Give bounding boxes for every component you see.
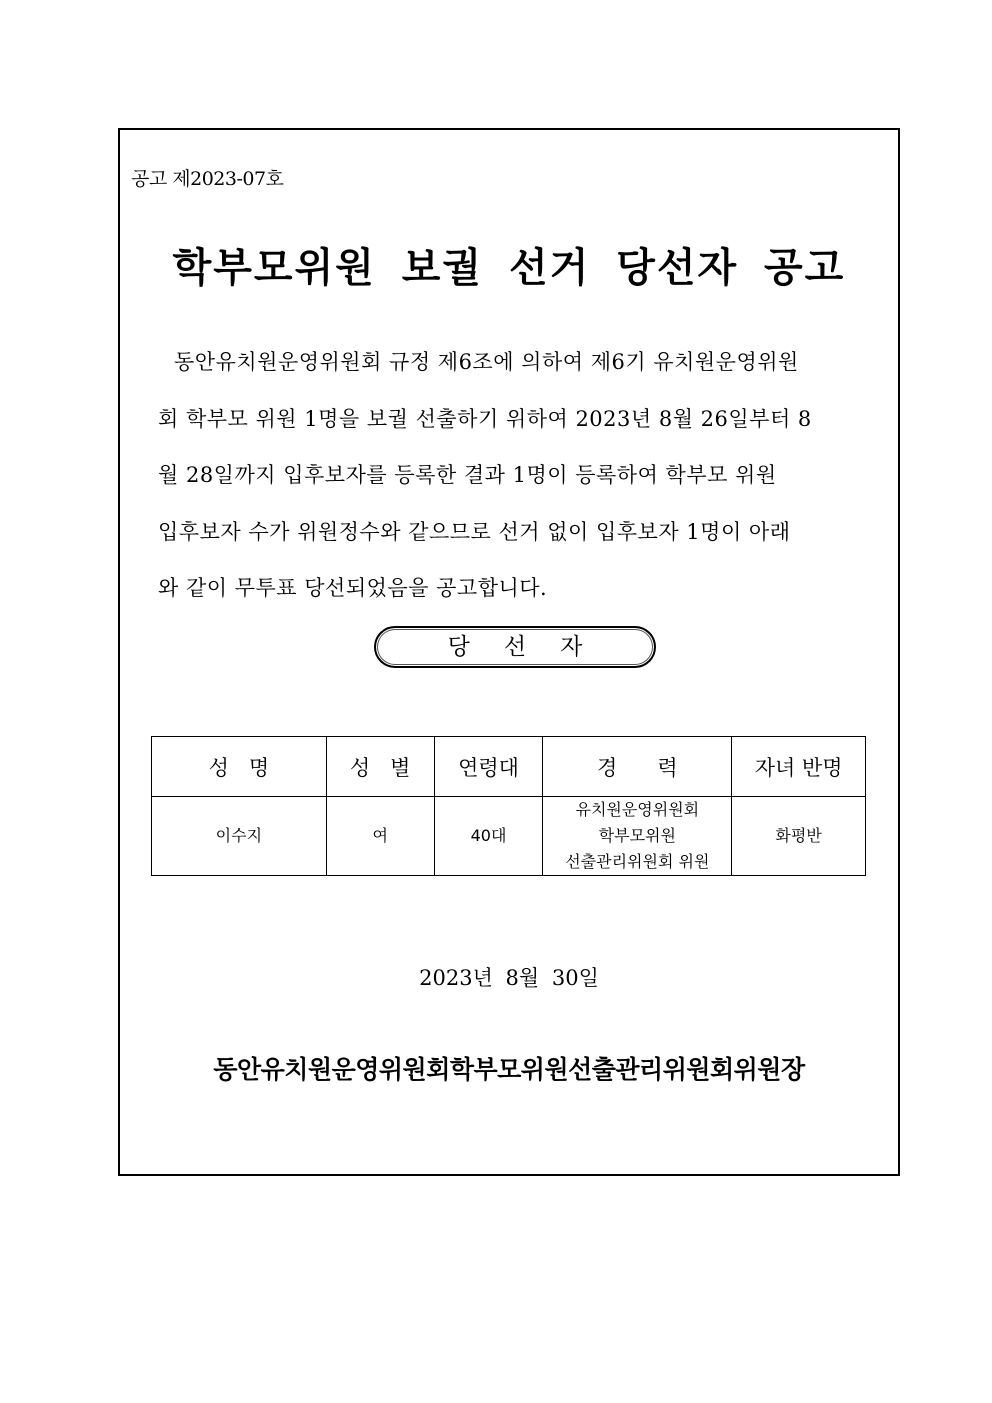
- body-line: 동안유치원운영위원회 규정 제6조에 의하여 제6기 유치원운영위원: [174, 350, 799, 374]
- notice-number: 공고 제2023-07호: [131, 168, 284, 190]
- career-line: 선출관리위원회 위원: [565, 852, 710, 871]
- table-row: [152, 797, 866, 876]
- cell-name: 이수지: [152, 797, 327, 876]
- document-title: 학부모위원 보궐 선거 당선자 공고: [172, 244, 846, 291]
- header-name: 성명: [152, 737, 327, 797]
- header-age-group: 연령대: [434, 737, 543, 797]
- header-child-class: 자녀 반명: [732, 737, 866, 797]
- notice-body: [158, 334, 874, 617]
- body-line: 회 학부모 위원 1명을 보궐 선출하기 위하여 2023년 8월 26일부터 8: [158, 406, 812, 431]
- table-header-row: [152, 737, 866, 797]
- winner-table: [151, 736, 866, 876]
- announcement-date: 2023년 8월 30일: [419, 966, 599, 990]
- header-gender: 성별: [326, 737, 434, 797]
- body-line: 월 28일까지 입후보자를 등록한 결과 1명이 등록하여 학부모 위원: [158, 463, 777, 487]
- signature: 동안유치원운영위원회학부모위원선출관리위원회위원장: [213, 1055, 805, 1084]
- cell-child-class: 화평반: [732, 797, 866, 876]
- body-line: 와 같이 무투표 당선되었음을 공고합니다.: [158, 576, 548, 600]
- career-line: 학부모위원: [598, 826, 676, 845]
- winner-section-label: 당선자: [374, 626, 656, 668]
- cell-career: [543, 797, 732, 876]
- body-line: 입후보자 수가 위원정수와 같으므로 선거 없이 입후보자 1명이 아래: [158, 519, 791, 544]
- cell-gender: 여: [326, 797, 434, 876]
- header-career: 경력: [543, 737, 732, 797]
- career-line: 유치원운영위원회: [575, 800, 700, 819]
- cell-age-group: 40대: [434, 797, 543, 876]
